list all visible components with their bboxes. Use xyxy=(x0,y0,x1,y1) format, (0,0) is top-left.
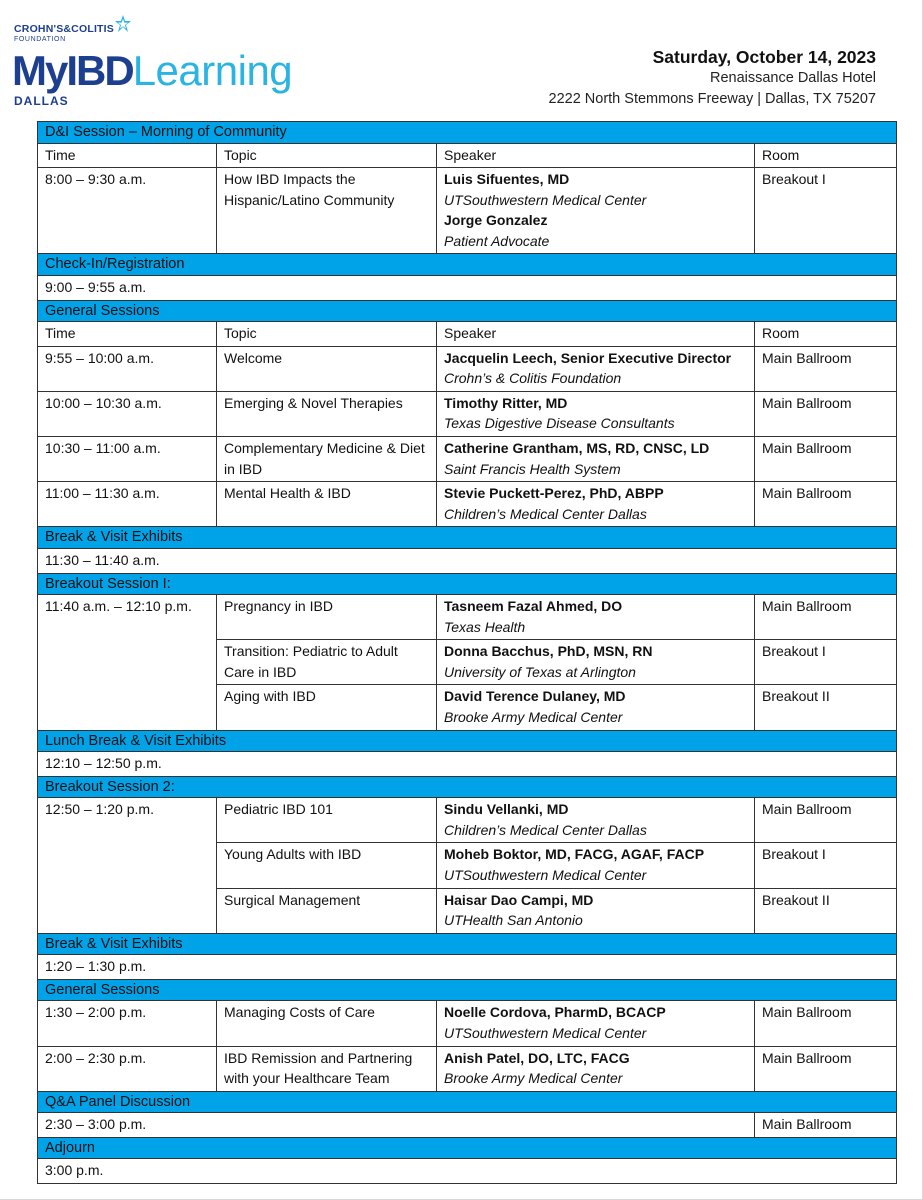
session-time: 9:55 – 10:00 a.m. xyxy=(38,346,217,391)
session-time: 10:30 – 11:00 a.m. xyxy=(38,437,217,482)
session-time: 11:40 a.m. – 12:10 p.m. xyxy=(38,595,217,731)
column-header-speaker: Speaker xyxy=(437,143,755,168)
section-header xyxy=(38,933,897,955)
session-row xyxy=(38,1001,897,1046)
session-time: 3:00 p.m. xyxy=(38,1159,897,1184)
session-time: 1:30 – 2:00 p.m. xyxy=(38,1001,217,1046)
session-topic: Mental Health & IBD xyxy=(217,482,437,527)
session-room: Breakout II xyxy=(755,888,897,933)
section-title: General Sessions xyxy=(38,979,897,1001)
speaker-org: Children’s Medical Center Dallas xyxy=(444,505,647,522)
session-room: Main Ballroom xyxy=(755,391,897,436)
brand-part-learning: Learning xyxy=(132,47,293,94)
speaker-org: Crohn’s & Colitis Foundation xyxy=(444,370,622,387)
speaker-name: Noelle Cordova, PharmD, BCACP xyxy=(444,1004,666,1021)
section-title: D&I Session – Morning of Community xyxy=(38,122,897,144)
column-header-time: Time xyxy=(38,143,217,168)
speaker-org: Patient Advocate xyxy=(444,232,550,249)
session-topic: Pediatric IBD 101 xyxy=(217,798,437,843)
speaker-org: University of Texas at Arlington xyxy=(444,663,636,680)
speaker-name: Moheb Boktor, MD, FACG, AGAF, FACP xyxy=(444,846,705,863)
section-title: Check-In/Registration xyxy=(38,254,897,276)
section-header xyxy=(38,300,897,322)
section-header xyxy=(38,1137,897,1159)
event-city: DALLAS xyxy=(14,94,69,108)
speaker-org: UTSouthwestern Medical Center xyxy=(444,1024,647,1041)
session-row xyxy=(38,168,897,254)
mibd-learning-logo xyxy=(12,14,312,114)
section-title: Break & Visit Exhibits xyxy=(38,527,897,549)
session-room: Main Ballroom xyxy=(755,482,897,527)
speaker-org: UTSouthwestern Medical Center xyxy=(444,191,647,208)
session-row xyxy=(38,1159,897,1184)
column-header-room: Room xyxy=(755,143,897,168)
session-room: Main Ballroom xyxy=(755,595,897,640)
session-row xyxy=(38,595,897,640)
foundation-star-icon xyxy=(114,14,132,34)
session-time: 1:20 – 1:30 p.m. xyxy=(38,955,897,980)
session-topic: Managing Costs of Care xyxy=(217,1001,437,1046)
session-topic: Surgical Management xyxy=(217,888,437,933)
speaker-name: Luis Sifuentes, MD xyxy=(444,171,570,188)
column-header-time: Time xyxy=(38,322,217,347)
speaker-org: Saint Francis Health System xyxy=(444,460,621,477)
section-title: Breakout Session I: xyxy=(38,573,897,595)
session-topic: Complementary Medicine & Diet in IBD xyxy=(217,437,437,482)
session-row xyxy=(38,548,897,573)
session-row xyxy=(38,955,897,980)
section-title: Adjourn xyxy=(38,1137,897,1159)
event-venue: Renaissance Dallas Hotel xyxy=(709,70,876,86)
session-time: 12:10 – 12:50 p.m. xyxy=(38,752,897,777)
session-room: Main Ballroom xyxy=(755,1113,897,1138)
session-row xyxy=(38,346,897,391)
session-speaker xyxy=(437,391,755,436)
foundation-name: CROHN'S&COLITIS xyxy=(14,23,114,35)
section-title: Breakout Session 2: xyxy=(38,776,897,798)
column-header-row xyxy=(38,322,897,347)
speaker-name: Jorge Gonzalez xyxy=(444,212,548,229)
session-row xyxy=(38,1046,897,1091)
session-row xyxy=(38,1113,897,1138)
session-speaker xyxy=(437,640,755,685)
event-header xyxy=(549,46,877,110)
session-topic: Transition: Pediatric to Adult Care in IBD xyxy=(217,640,437,685)
session-time: 9:00 – 9:55 a.m. xyxy=(38,275,897,300)
session-row xyxy=(38,437,897,482)
speaker-name: Haisar Dao Campi, MD xyxy=(444,891,594,908)
session-topic: Young Adults with IBD xyxy=(217,843,437,888)
session-row xyxy=(38,482,897,527)
session-time: 11:30 – 11:40 a.m. xyxy=(38,548,897,573)
session-speaker xyxy=(437,168,755,254)
speaker-org: Children’s Medical Center Dallas xyxy=(444,821,647,838)
section-header xyxy=(38,730,897,752)
session-speaker xyxy=(437,798,755,843)
session-room: Breakout I xyxy=(755,168,897,254)
column-header-topic: Topic xyxy=(217,322,437,347)
column-header-room: Room xyxy=(755,322,897,347)
section-header xyxy=(38,776,897,798)
session-speaker xyxy=(437,685,755,730)
session-room: Main Ballroom xyxy=(755,1046,897,1091)
speaker-name: Sindu Vellanki, MD xyxy=(444,801,569,818)
brand-wordmark xyxy=(12,46,292,96)
section-header xyxy=(38,254,897,276)
session-topic: Pregnancy in IBD xyxy=(217,595,437,640)
session-room: Main Ballroom xyxy=(755,346,897,391)
session-topic: IBD Remission and Partnering with your Healthcare Team xyxy=(217,1046,437,1091)
speaker-name: Stevie Puckett-Perez, PhD, ABPP xyxy=(444,485,664,502)
session-time: 11:00 – 11:30 a.m. xyxy=(38,482,217,527)
brand-part-mibd: MyIBD xyxy=(12,47,133,94)
session-room: Breakout I xyxy=(755,843,897,888)
agenda-table xyxy=(37,121,897,1184)
session-time: 2:00 – 2:30 p.m. xyxy=(38,1046,217,1091)
speaker-name: Timothy Ritter, MD xyxy=(444,394,568,411)
speaker-name: Jacquelin Leech, Senior Executive Director xyxy=(444,349,732,366)
event-date: Saturday, October 14, 2023 xyxy=(652,47,876,67)
foundation-subtitle: FOUNDATION xyxy=(14,36,66,43)
section-title: General Sessions xyxy=(38,300,897,322)
session-time: 12:50 – 1:20 p.m. xyxy=(38,798,217,934)
session-room: Main Ballroom xyxy=(755,437,897,482)
event-address: 2222 North Stemmons Freeway | Dallas, TX 75207 xyxy=(548,91,876,107)
session-room: Breakout I xyxy=(755,640,897,685)
speaker-name: Donna Bacchus, PhD, MSN, RN xyxy=(444,643,653,660)
section-header xyxy=(38,1091,897,1113)
session-speaker xyxy=(437,1001,755,1046)
speaker-org: Brooke Army Medical Center xyxy=(444,708,623,725)
session-topic: Emerging & Novel Therapies xyxy=(217,391,437,436)
speaker-name: Catherine Grantham, MS, RD, CNSC, LD xyxy=(444,440,710,457)
session-row xyxy=(38,275,897,300)
speaker-org: Texas Health xyxy=(444,618,526,635)
section-title: Lunch Break & Visit Exhibits xyxy=(38,730,897,752)
speaker-name: Anish Patel, DO, LTC, FACG xyxy=(444,1049,630,1066)
session-row xyxy=(38,752,897,777)
speaker-name: Tasneem Fazal Ahmed, DO xyxy=(444,598,623,614)
session-speaker xyxy=(437,437,755,482)
column-header-speaker: Speaker xyxy=(437,322,755,347)
session-room: Breakout II xyxy=(755,685,897,730)
session-time: 8:00 – 9:30 a.m. xyxy=(38,168,217,254)
session-time: 10:00 – 10:30 a.m. xyxy=(38,391,217,436)
section-header xyxy=(38,573,897,595)
session-topic: Welcome xyxy=(217,346,437,391)
session-speaker xyxy=(437,888,755,933)
speaker-org: Brooke Army Medical Center xyxy=(444,1070,623,1087)
session-speaker xyxy=(437,843,755,888)
speaker-org: UTSouthwestern Medical Center xyxy=(444,866,647,883)
section-title: Break & Visit Exhibits xyxy=(38,933,897,955)
session-room: Main Ballroom xyxy=(755,798,897,843)
section-header xyxy=(38,122,897,144)
speaker-org: Texas Digestive Disease Consultants xyxy=(444,415,675,432)
session-topic: Aging with IBD xyxy=(217,685,437,730)
session-speaker xyxy=(437,482,755,527)
column-header-topic: Topic xyxy=(217,143,437,168)
session-row xyxy=(38,391,897,436)
session-room: Main Ballroom xyxy=(755,1001,897,1046)
section-header xyxy=(38,979,897,1001)
session-speaker xyxy=(437,595,755,640)
session-row xyxy=(38,798,897,843)
column-header-row xyxy=(38,143,897,168)
speaker-org: UTHealth San Antonio xyxy=(444,912,583,929)
session-speaker xyxy=(437,1046,755,1091)
session-topic: How IBD Impacts the Hispanic/Latino Community xyxy=(217,168,437,254)
session-speaker xyxy=(437,346,755,391)
session-time: 2:30 – 3:00 p.m. xyxy=(38,1113,755,1138)
speaker-name: David Terence Dulaney, MD xyxy=(444,688,626,705)
section-title: Q&A Panel Discussion xyxy=(38,1091,897,1113)
section-header xyxy=(38,527,897,549)
